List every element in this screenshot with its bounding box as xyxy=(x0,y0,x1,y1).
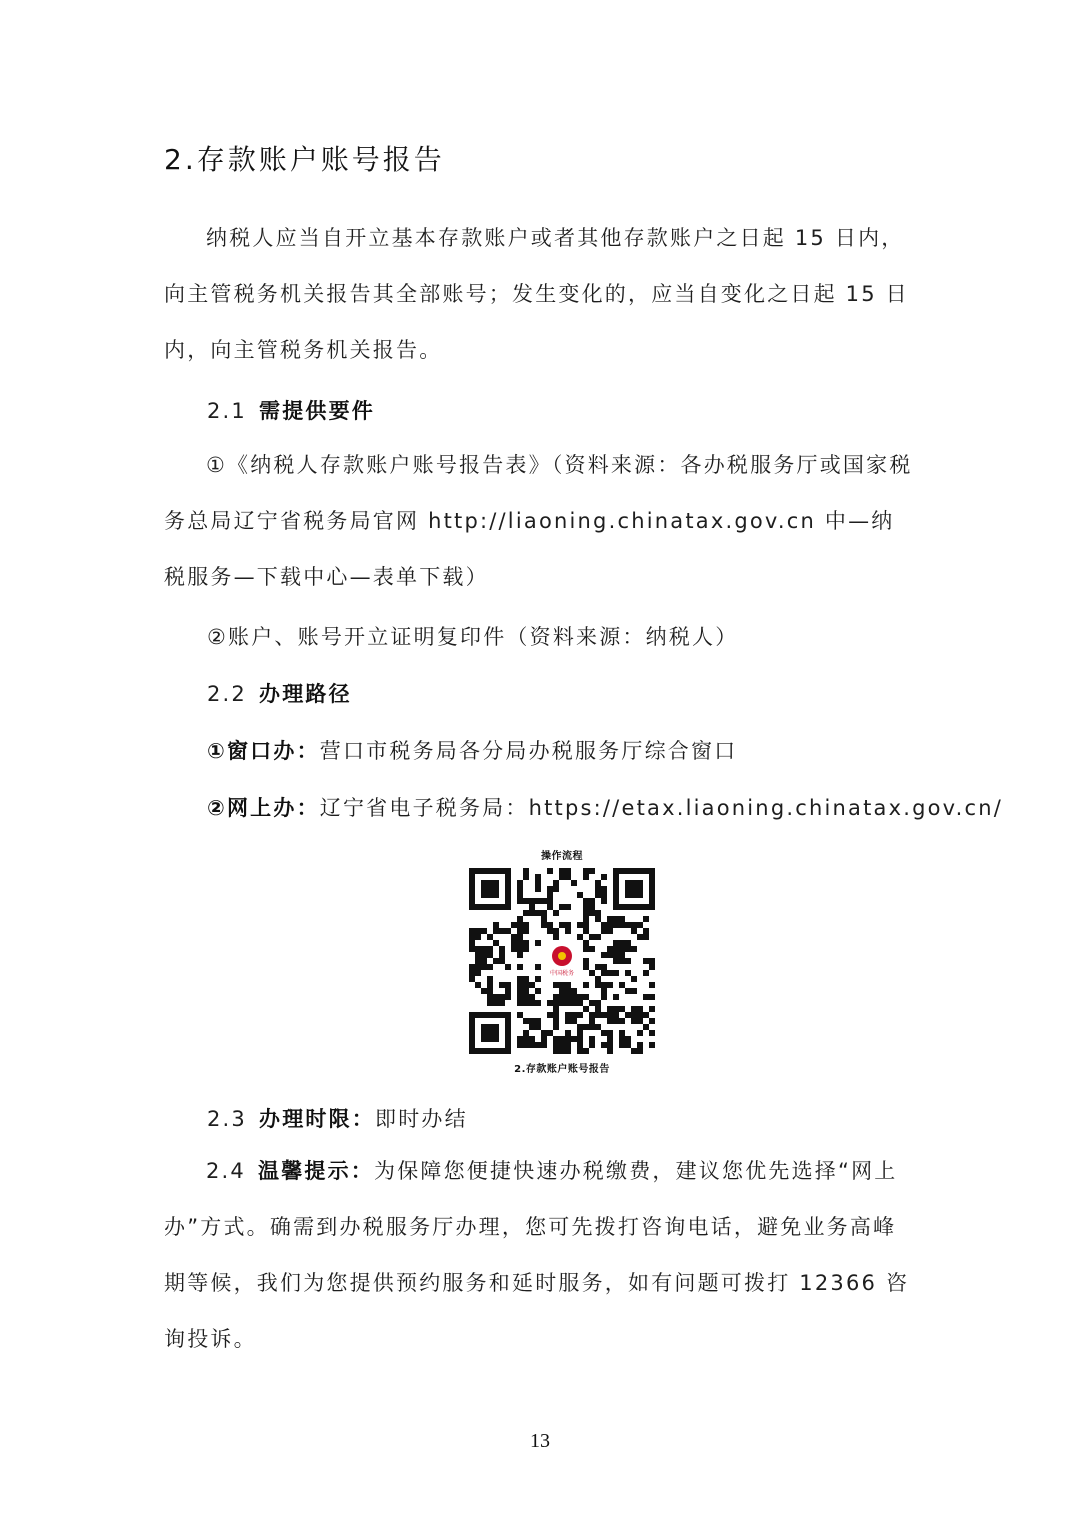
subsection-title: 办理路径 xyxy=(259,682,352,706)
emblem-logo-text: 中国税务 xyxy=(549,970,575,977)
requirement-item-2-text: ②账户、账号开立证明复印件（资料来源：纳税人） xyxy=(207,625,739,649)
qr-code[interactable] xyxy=(469,868,655,1054)
online-path xyxy=(207,792,1003,822)
requirement-item-1 xyxy=(164,437,916,605)
online-path-label: ②网上办： xyxy=(207,796,320,820)
reminder-label: 温馨提示： xyxy=(258,1159,374,1183)
intro-paragraph xyxy=(164,210,916,378)
window-path-label: ①窗口办： xyxy=(207,739,320,763)
section-heading: 2.存款账户账号报告 xyxy=(164,143,445,176)
reminder-text: 为保障您便捷快速办税缴费，建议您优先选择“网上办”方式。确需到办税服务厅办理，您可先拨打咨询电话，避免业务高峰期等候，我们为您提供预约服务和延时服务，如有问题可拨打 12366 咨询投诉。 xyxy=(164,1159,910,1351)
qr-bottom-caption: 2.存款账户账号报告 xyxy=(514,1064,610,1075)
qr-finder-pattern xyxy=(613,868,655,910)
subsection-2-3 xyxy=(207,1103,468,1133)
window-path-value: 营口市税务局各分局办税服务厅综合窗口 xyxy=(319,739,738,763)
subsection-2-2-heading xyxy=(207,678,352,708)
page-number: 13 xyxy=(530,1430,550,1452)
online-path-value: 辽宁省电子税务局：https://etax.liaoning.chinatax.gov.cn/ xyxy=(319,796,1004,820)
subsection-number: 2.4 xyxy=(206,1159,246,1183)
subsection-number: 2.3 xyxy=(207,1107,247,1131)
time-limit-label: 办理时限： xyxy=(259,1107,375,1131)
intro-text: 纳税人应当自开立基本存款账户或者其他存款账户之日起 15 日内，向主管税务机关报告其全部账号；发生变化的，应当自变化之日起 15 日内，向主管税务机关报告。 xyxy=(164,226,909,362)
subsection-2-1-heading xyxy=(207,395,375,425)
subsection-title: 需提供要件 xyxy=(259,399,375,423)
qr-top-caption: 操作流程 xyxy=(541,851,583,862)
qr-code-block xyxy=(466,847,658,1075)
qr-code-image xyxy=(469,868,655,1054)
subsection-number: 2.1 xyxy=(207,399,247,423)
time-limit-value: 即时办结 xyxy=(375,1107,468,1131)
qr-finder-pattern xyxy=(469,1012,511,1054)
requirement-item-1-text: ①《纳税人存款账户账号报告表》（资料来源：各办税服务厅或国家税务总局辽宁省税务局官网 http://liaoning.chinatax.gov.cn 中—纳税服务—下载中心—表单下载） xyxy=(164,453,913,589)
window-path xyxy=(207,735,737,765)
requirement-item-2 xyxy=(207,621,738,651)
subsection-number: 2.2 xyxy=(207,682,247,706)
tax-emblem-icon xyxy=(544,943,580,979)
subsection-2-4 xyxy=(164,1143,916,1367)
qr-finder-pattern xyxy=(469,868,511,910)
